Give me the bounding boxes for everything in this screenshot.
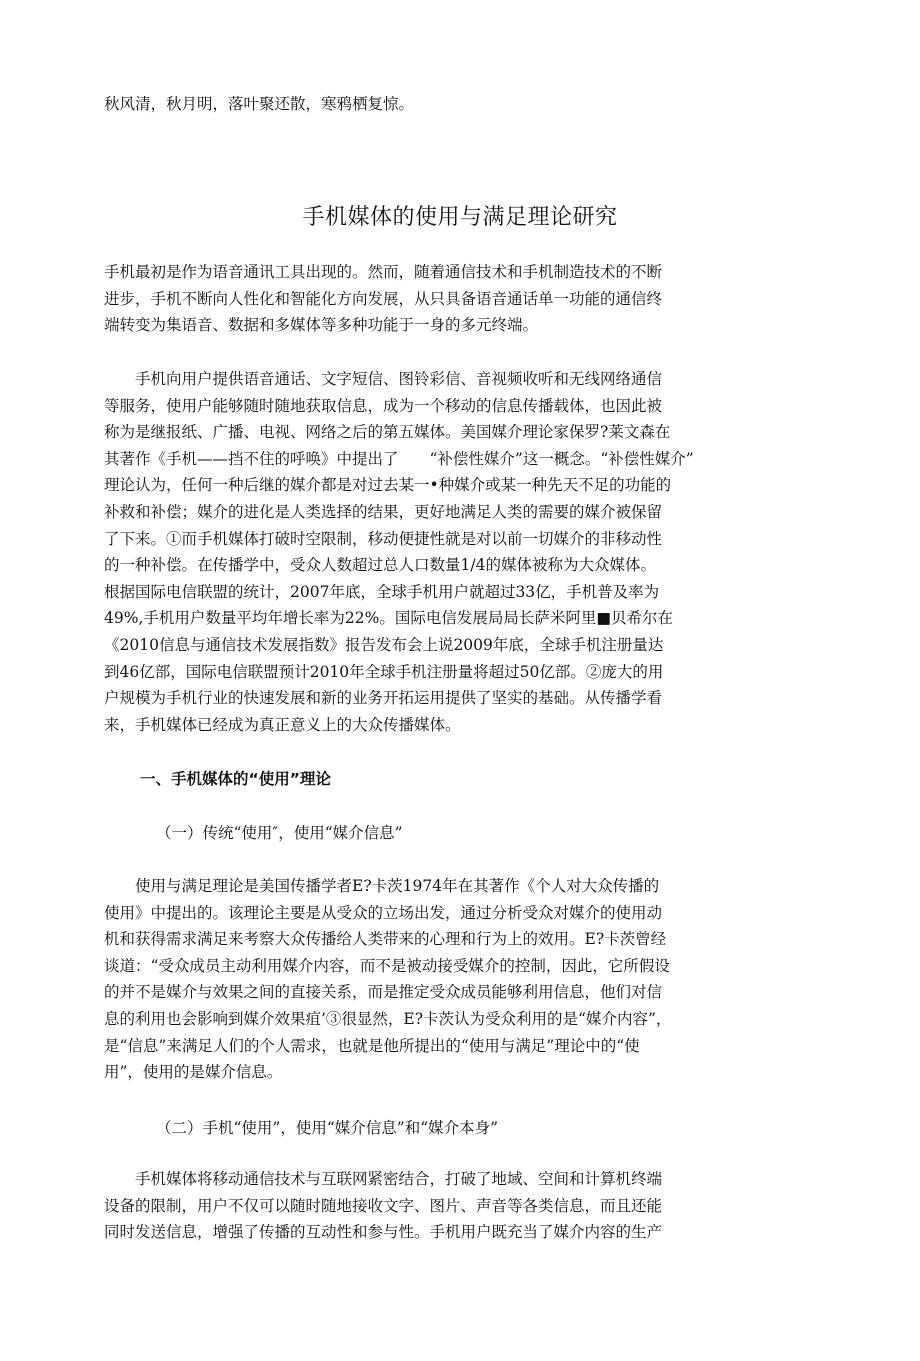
text-line: 其著作《手机——挡不住的呼唤》中提出了 “补偿性媒介”这一概念。“补偿性媒介” xyxy=(104,449,694,468)
paragraph-mobile-media xyxy=(104,1166,662,1246)
text-line: 手机向用户提供语音通话、文字短信、图铃彩信、音视频收听和无线网络通信 xyxy=(104,370,663,388)
text-line: 设备的限制，用户不仅可以随时随地接收文字、图片、声音等各类信息，而且还能 xyxy=(104,1196,663,1215)
text-line: 同时发送信息，增强了传播的互动性和参与性。手机用户既充当了媒介内容的生产 xyxy=(104,1223,663,1242)
paragraph-intro xyxy=(104,259,662,339)
text-line: 端转变为集语音、数据和多媒体等多种功能于一身的多元终端。 xyxy=(104,316,539,335)
text-line: 了下来。①而手机媒体打破时空限制，移动便捷性就是对以前一切媒介的非移动性 xyxy=(104,529,663,548)
subsection-heading: （一）传统“使用″，使用“媒介信息” xyxy=(156,824,403,842)
text-line: 理论认为，任何一种后继的媒介都是对过去某一•种媒介或某一种先天不足的功能的 xyxy=(104,476,672,495)
paragraph-uses-gratifications xyxy=(104,873,671,1086)
text-line: 息的利用也会影响到媒介效果疽’③很显然，E?卡茨认为受众利用的是“媒介内容”， xyxy=(104,1009,672,1028)
text-line: 进步，手机不断向人性化和智能化方向发展，从只具备语音通话单一功能的通信终 xyxy=(104,289,663,308)
text-line: 手机媒体将移动通信技术与互联网紧密结合，打破了地域、空间和计算机终端 xyxy=(104,1170,663,1188)
paragraph-fifth-media xyxy=(104,366,694,738)
text-line: 等服务，使用户能够随时随地获取信息，成为一个移动的信息传播载体，也因此被 xyxy=(104,396,663,415)
text-line: 的并不是媒介与效果之间的直接关系，而是推定受众成员能够利用信息，他们对信 xyxy=(104,983,663,1002)
text-line: 补救和补偿；媒介的进化是人类选择的结果，更好地满足人类的需要的媒介被保留 xyxy=(104,502,663,521)
text-line: 《2010信息与通信技术发展指数》报告发布会上说2009年底，全球手机注册量达 xyxy=(104,635,664,654)
page-title: 手机媒体的使用与满足理论研究 xyxy=(302,205,618,230)
section-heading: 一、手机媒体的“使用”理论 xyxy=(140,770,331,788)
text-line: 到46亿部，国际电信联盟预计2010年全球手机注册量将超过50亿部。②庞大的用 xyxy=(104,662,664,681)
text-line: 根据国际电信联盟的统计，2007年底，全球手机用户就超过33亿，手机普及率为 xyxy=(104,582,660,601)
text-line: 手机最初是作为语音通讯工具出现的。然而，随着通信技术和手机制造技术的不断 xyxy=(104,263,663,281)
text-line: 机和获得需求满足来考察大众传播给人类带来的心理和行为上的效用。E?卡茨曾经 xyxy=(104,930,667,949)
subsection-heading: （二）手机“使用”，使用“媒介信息”和“媒介本身” xyxy=(156,1119,499,1137)
text-line: 的一种补偿。在传播学中，受众人数超过总人口数量1/4的媒体被称为大众媒体。 xyxy=(104,556,656,575)
text-line: 使用与满足理论是美国传播学者E?卡茨1974年在其著作《个人对大众传播的 xyxy=(104,877,660,895)
text-line: 用”，使用的是媒介信息。 xyxy=(104,1063,283,1082)
text-line: 是“信息”来满足人们的个人需求，也就是他所提出的“使用与满足”理论中的“使 xyxy=(104,1036,640,1055)
text-line: 谈道：“受众成员主动利用媒介内容，而不是被动接受媒介的控制，因此，它所假设 xyxy=(104,956,670,975)
text-line: 使用》中提出的。该理论主要是从受众的立场出发，通过分析受众对媒介的使用动 xyxy=(104,903,663,922)
text-line: 来，手机媒体已经成为真正意义上的大众传播媒体。 xyxy=(104,715,461,734)
text-line: 户规模为手机行业的快速发展和新的业务开拓运用提供了坚实的基础。从传播学看 xyxy=(104,689,663,708)
epigraph: 秋风清，秋月明，落叶聚还散，寒鸦栖复惊。 xyxy=(104,95,415,113)
text-line: 称为是继报纸、广播、电视、网络之后的第五媒体。美国媒介理论家保罗?莱文森在 xyxy=(104,423,671,442)
text-line: 49%,手机用户数量平均年增长率为22%。国际电信发展局局长萨米阿里■贝希尔在 xyxy=(104,609,673,628)
